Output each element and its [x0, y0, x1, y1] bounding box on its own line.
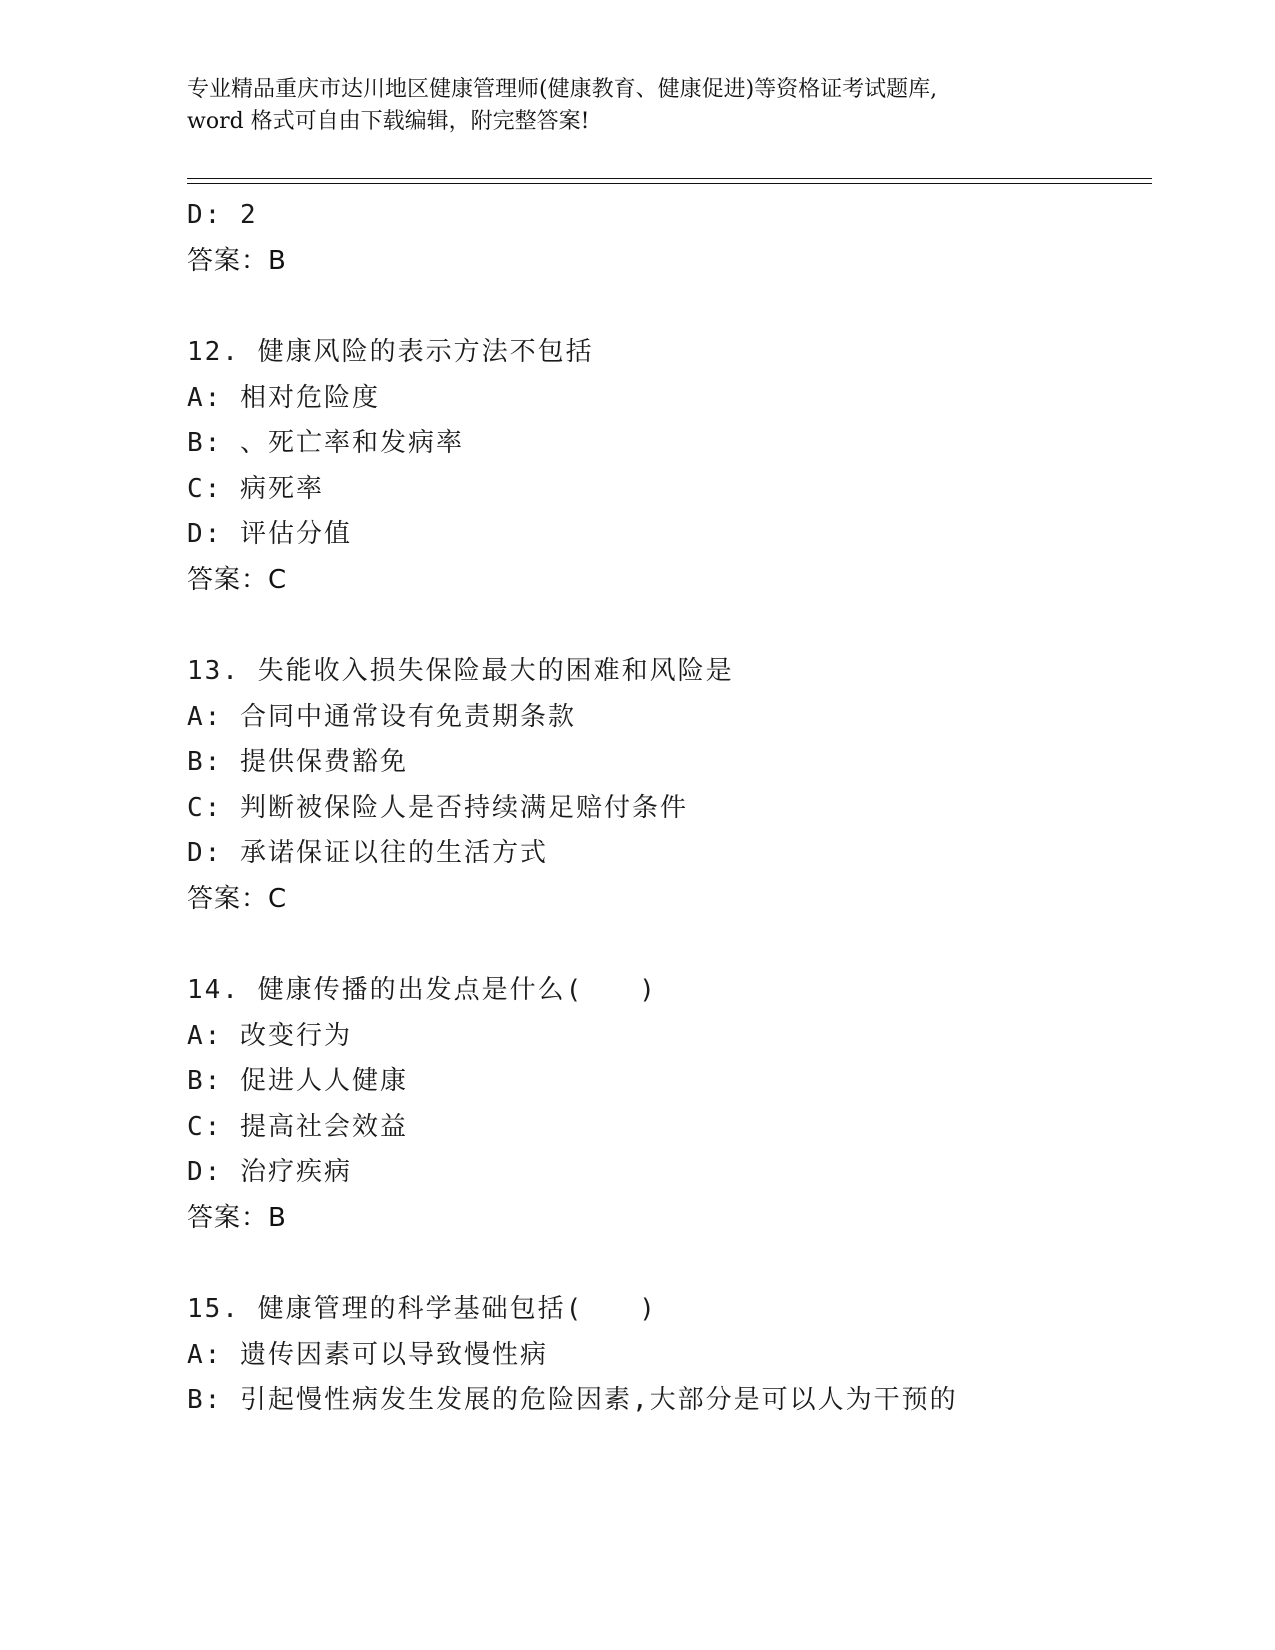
option-d: D: 2	[187, 200, 258, 230]
option-a: A: 合同中通常设有免责期条款	[187, 701, 576, 732]
option-c: C: 提高社会效益	[187, 1111, 408, 1142]
page-header	[187, 74, 1087, 138]
header-line-1: 专业精品重庆市达川地区健康管理师(健康教育、健康促进)等资格证考试题库,	[187, 77, 938, 102]
answer-line: 答案：C	[187, 883, 288, 914]
spacer	[187, 1241, 1152, 1287]
option-a: A: 改变行为	[187, 1020, 352, 1051]
spacer	[187, 284, 1152, 330]
question-list	[187, 193, 1152, 1424]
answer-line: 答案：B	[187, 245, 287, 276]
spacer	[187, 922, 1152, 968]
question-block-12	[187, 330, 1152, 603]
answer-line: 答案：B	[187, 1202, 287, 1233]
option-a: A: 相对危险度	[187, 382, 380, 413]
option-d: D: 治疗疾病	[187, 1157, 352, 1187]
option-d: D: 评估分值	[187, 519, 352, 549]
question-stem: 14. 健康传播的出发点是什么( )	[187, 975, 657, 1005]
header-divider-top	[187, 178, 1152, 179]
option-c: C: 判断被保险人是否持续满足赔付条件	[187, 792, 688, 823]
question-stem: 13. 失能收入损失保险最大的困难和风险是	[187, 656, 734, 686]
option-b: B: 促进人人健康	[187, 1066, 408, 1096]
question-block-13	[187, 649, 1152, 922]
answer-line: 答案：C	[187, 564, 288, 595]
header-line-2: word 格式可自由下载编辑，附完整答案!	[187, 109, 590, 134]
option-d: D: 承诺保证以往的生活方式	[187, 838, 548, 868]
question-stem: 12. 健康风险的表示方法不包括	[187, 337, 594, 367]
spacer	[187, 603, 1152, 649]
header-divider-bottom	[187, 183, 1152, 184]
option-a: A: 遗传因素可以导致慢性病	[187, 1339, 548, 1370]
question-stem: 15. 健康管理的科学基础包括( )	[187, 1294, 657, 1324]
option-b: B: 提供保费豁免	[187, 747, 408, 777]
question-block-14	[187, 968, 1152, 1241]
question-block-15	[187, 1287, 1152, 1424]
option-b: B: 引起慢性病发生发展的危险因素,大部分是可以人为干预的	[187, 1385, 958, 1415]
option-b: B: 、死亡率和发病率	[187, 428, 464, 458]
option-c: C: 病死率	[187, 473, 324, 504]
